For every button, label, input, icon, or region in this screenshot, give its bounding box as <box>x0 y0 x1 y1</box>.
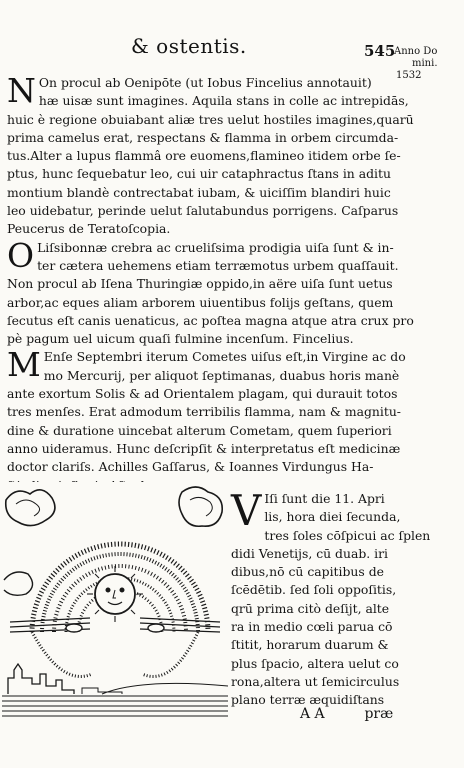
text-line: mo Mercurij, per aliquot ſeptimanas, duabus horis manè <box>43 367 400 383</box>
margin-note-year <box>394 46 462 82</box>
text-line: anno uideramus. Hunc deſcripſit & interpretatus eſt medicinæ <box>7 440 401 456</box>
woodcut-drawing <box>2 482 228 722</box>
text-line: doctor clariſs. Achilles Gaſſarus, & Ioannes Virdungus Ha- <box>7 459 374 475</box>
text-line: qrū prima citò deſijt, alte <box>231 600 390 616</box>
drop-capital: N <box>7 71 36 110</box>
drop-capital: M <box>7 345 41 385</box>
text-line: tres ſoles cōſpicui ac ſplen <box>264 527 431 543</box>
text-line: montium blandè contrectabat iubam, & uiciſſim blandiri huic <box>7 184 391 200</box>
text-line: lis, hora diei ſecunda, <box>264 509 401 525</box>
text-line: ter cætera uehemens etiam terræmotus urbem quaſſauit. <box>37 257 399 273</box>
side-text-block <box>231 486 431 710</box>
text-line: dine & duratione uincebat alterum Cometam, quem ſuperiori <box>7 422 392 438</box>
page-number: 545 <box>364 42 396 60</box>
text-line: ſecutus eſt canis uenaticus, ac poſtea magna atque atra crux pro <box>7 312 414 328</box>
margin-note-line: Anno Do <box>394 46 438 57</box>
text-line: On procul ab Oenipōte (ut Iobus Fincelius annotauit) <box>38 75 372 90</box>
text-line: tus.Alter a lupus flammâ ore euomens,flamineo itidem orbe ſe- <box>7 148 401 164</box>
text-line: hæ uisæ sunt imagines. Aquila stans in colle ac intrepidās, <box>38 93 409 109</box>
text-line: ptus, hunc ſequebatur leo, cui uir cataphractus ſtans in aditu <box>7 166 391 182</box>
text-line: leo uidebatur, perinde uelut ſalutabundus porrigens. Caſparus <box>7 203 399 219</box>
text-line: plano terræ æquidiſtans <box>231 692 385 708</box>
text-line: Non procul ab Iſena Thuringiæ oppido,in aëre uiſa ſunt uetus <box>7 276 393 292</box>
text-line: plus ſpacio, altera uelut co <box>231 655 399 671</box>
text-line: Peucerus de Teratoſcopia. <box>7 221 171 237</box>
text-line: Iſi ſunt die 11. Apri <box>264 491 385 506</box>
text-line: pè pagum uel uicum quaſi fulmine incenſum. Fincelius. <box>7 331 354 347</box>
gathering-signature: A A <box>300 706 325 722</box>
drop-capital: O <box>7 235 35 275</box>
text-line: ante exortum Solis & ad Orientalem plagam, qui durauit totos <box>7 386 398 402</box>
text-line: dibus,nō cū capitibus de <box>231 564 384 580</box>
drop-capital: V <box>231 486 262 535</box>
margin-note-line: mini. <box>412 58 438 69</box>
text-line: rona,altera ut ſemicirculus <box>231 673 400 689</box>
text-line: Liſsibonnæ crebra ac crueliſsima prodigia uiſa ſunt & in- <box>37 239 394 255</box>
catchword: præ <box>364 706 394 722</box>
paragraph-lisbon <box>7 235 414 349</box>
paragraph-comet <box>7 345 406 494</box>
text-line: huic è regione obuiabant aliæ tres uelut hostiles imagines,quarū <box>7 111 414 127</box>
text-line: ſtitit, horarum duarum & <box>231 637 389 653</box>
woodcut-three-suns-illustration <box>2 482 228 722</box>
running-header: & ostentis. <box>131 34 247 58</box>
text-line: arbor,ac eques aliam arborem uiuentibus folijs geſtans, quem <box>7 294 394 310</box>
text-line: ra in medio cœli parua cō <box>231 619 393 635</box>
text-line: ſcēdētib. ſed ſoli oppoſitis, <box>231 582 397 598</box>
text-line: didi Venetijs, cū duab. iri <box>231 545 389 561</box>
margin-note-line: 1532 <box>396 70 422 81</box>
text-line: prima camelus erat, respectans & flamma in orbem circumda- <box>7 129 399 145</box>
signature-and-catchword <box>300 706 393 722</box>
text-line: Enſe Septembri iterum Cometes uiſus eſt,in Virgine ac do <box>43 349 406 365</box>
text-line: tres menſes. Erat admodum terribilis flamma, nam & magnitu- <box>7 404 401 420</box>
